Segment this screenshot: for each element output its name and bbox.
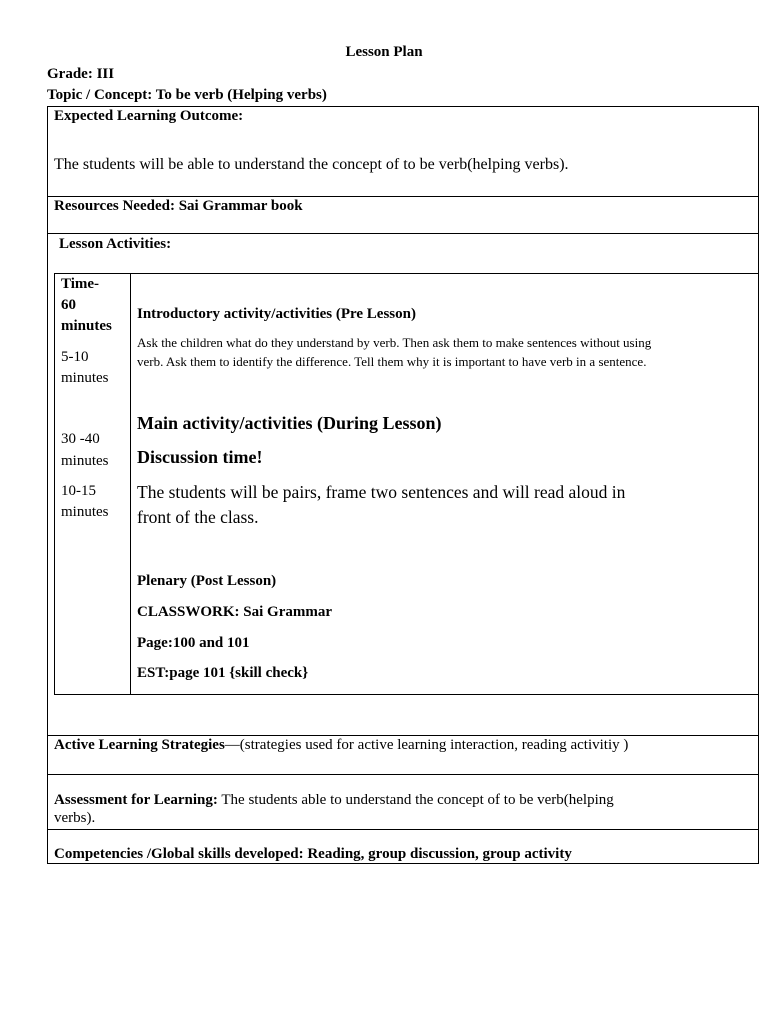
time-column-divider bbox=[130, 273, 131, 695]
intro-activity-heading: Introductory activity/activities (Pre Lesson) bbox=[137, 306, 416, 322]
topic-line: Topic / Concept: To be verb (Helping verbs) bbox=[47, 87, 327, 103]
intro-activity-line1: Ask the children what do they understand by verb. Then ask them to make sentences without using bbox=[137, 335, 652, 350]
active-learning-row bbox=[54, 737, 628, 754]
row-divider bbox=[47, 774, 759, 775]
assessment-text: The students able to understand the concept of to be verb(helping bbox=[217, 792, 614, 808]
time-slot-main-unit: minutes bbox=[61, 453, 109, 469]
main-activity-heading: Main activity/activities (During Lesson) bbox=[137, 413, 442, 433]
document-title: Lesson Plan bbox=[345, 44, 423, 60]
row-divider bbox=[47, 735, 759, 736]
row-divider bbox=[47, 829, 759, 830]
active-learning-label: Active Learning Strategies bbox=[54, 737, 225, 753]
classwork-line: CLASSWORK: Sai Grammar bbox=[137, 604, 332, 620]
intro-activity-line2: verb. Ask them to identify the difference. Tell them why it is important to have verb in a sentence. bbox=[137, 354, 647, 369]
assessment-text-continued: verbs). bbox=[54, 810, 96, 826]
time-slot-post-unit: minutes bbox=[61, 504, 109, 520]
time-slot-main: 30 -40 bbox=[61, 431, 100, 447]
page-reference: Page:100 and 101 bbox=[137, 635, 250, 651]
time-total-value: 60 bbox=[61, 297, 76, 313]
time-slot-pre: 5-10 bbox=[61, 349, 89, 365]
assessment-label: Assessment for Learning: bbox=[54, 792, 218, 808]
main-activity-line1: The students will be pairs, frame two sentences and will read aloud in bbox=[137, 482, 626, 502]
row-divider bbox=[47, 196, 759, 197]
est-reference: EST:page 101 {skill check} bbox=[137, 665, 309, 681]
lesson-activities-heading: Lesson Activities: bbox=[59, 236, 172, 252]
expected-outcome-heading: Expected Learning Outcome: bbox=[54, 108, 244, 124]
active-learning-text: —(strategies used for active learning interaction, reading activitiy ) bbox=[224, 737, 629, 753]
main-activity-line2: front of the class. bbox=[137, 507, 259, 527]
grade-line: Grade: III bbox=[47, 66, 115, 82]
time-total-label: Time- bbox=[61, 276, 100, 292]
plenary-heading: Plenary (Post Lesson) bbox=[137, 573, 277, 589]
resources-needed: Resources Needed: Sai Grammar book bbox=[54, 198, 303, 214]
time-slot-pre-unit: minutes bbox=[61, 370, 109, 386]
time-slot-post: 10-15 bbox=[61, 483, 96, 499]
discussion-time-heading: Discussion time! bbox=[137, 447, 263, 467]
expected-outcome-text: The students will be able to understand the concept of to be verb(helping verbs). bbox=[54, 156, 569, 173]
assessment-row bbox=[54, 792, 614, 809]
time-total-unit: minutes bbox=[61, 318, 112, 334]
row-divider bbox=[47, 233, 759, 234]
competencies-row: Competencies /Global skills developed: Reading, group discussion, group activity bbox=[54, 846, 572, 862]
